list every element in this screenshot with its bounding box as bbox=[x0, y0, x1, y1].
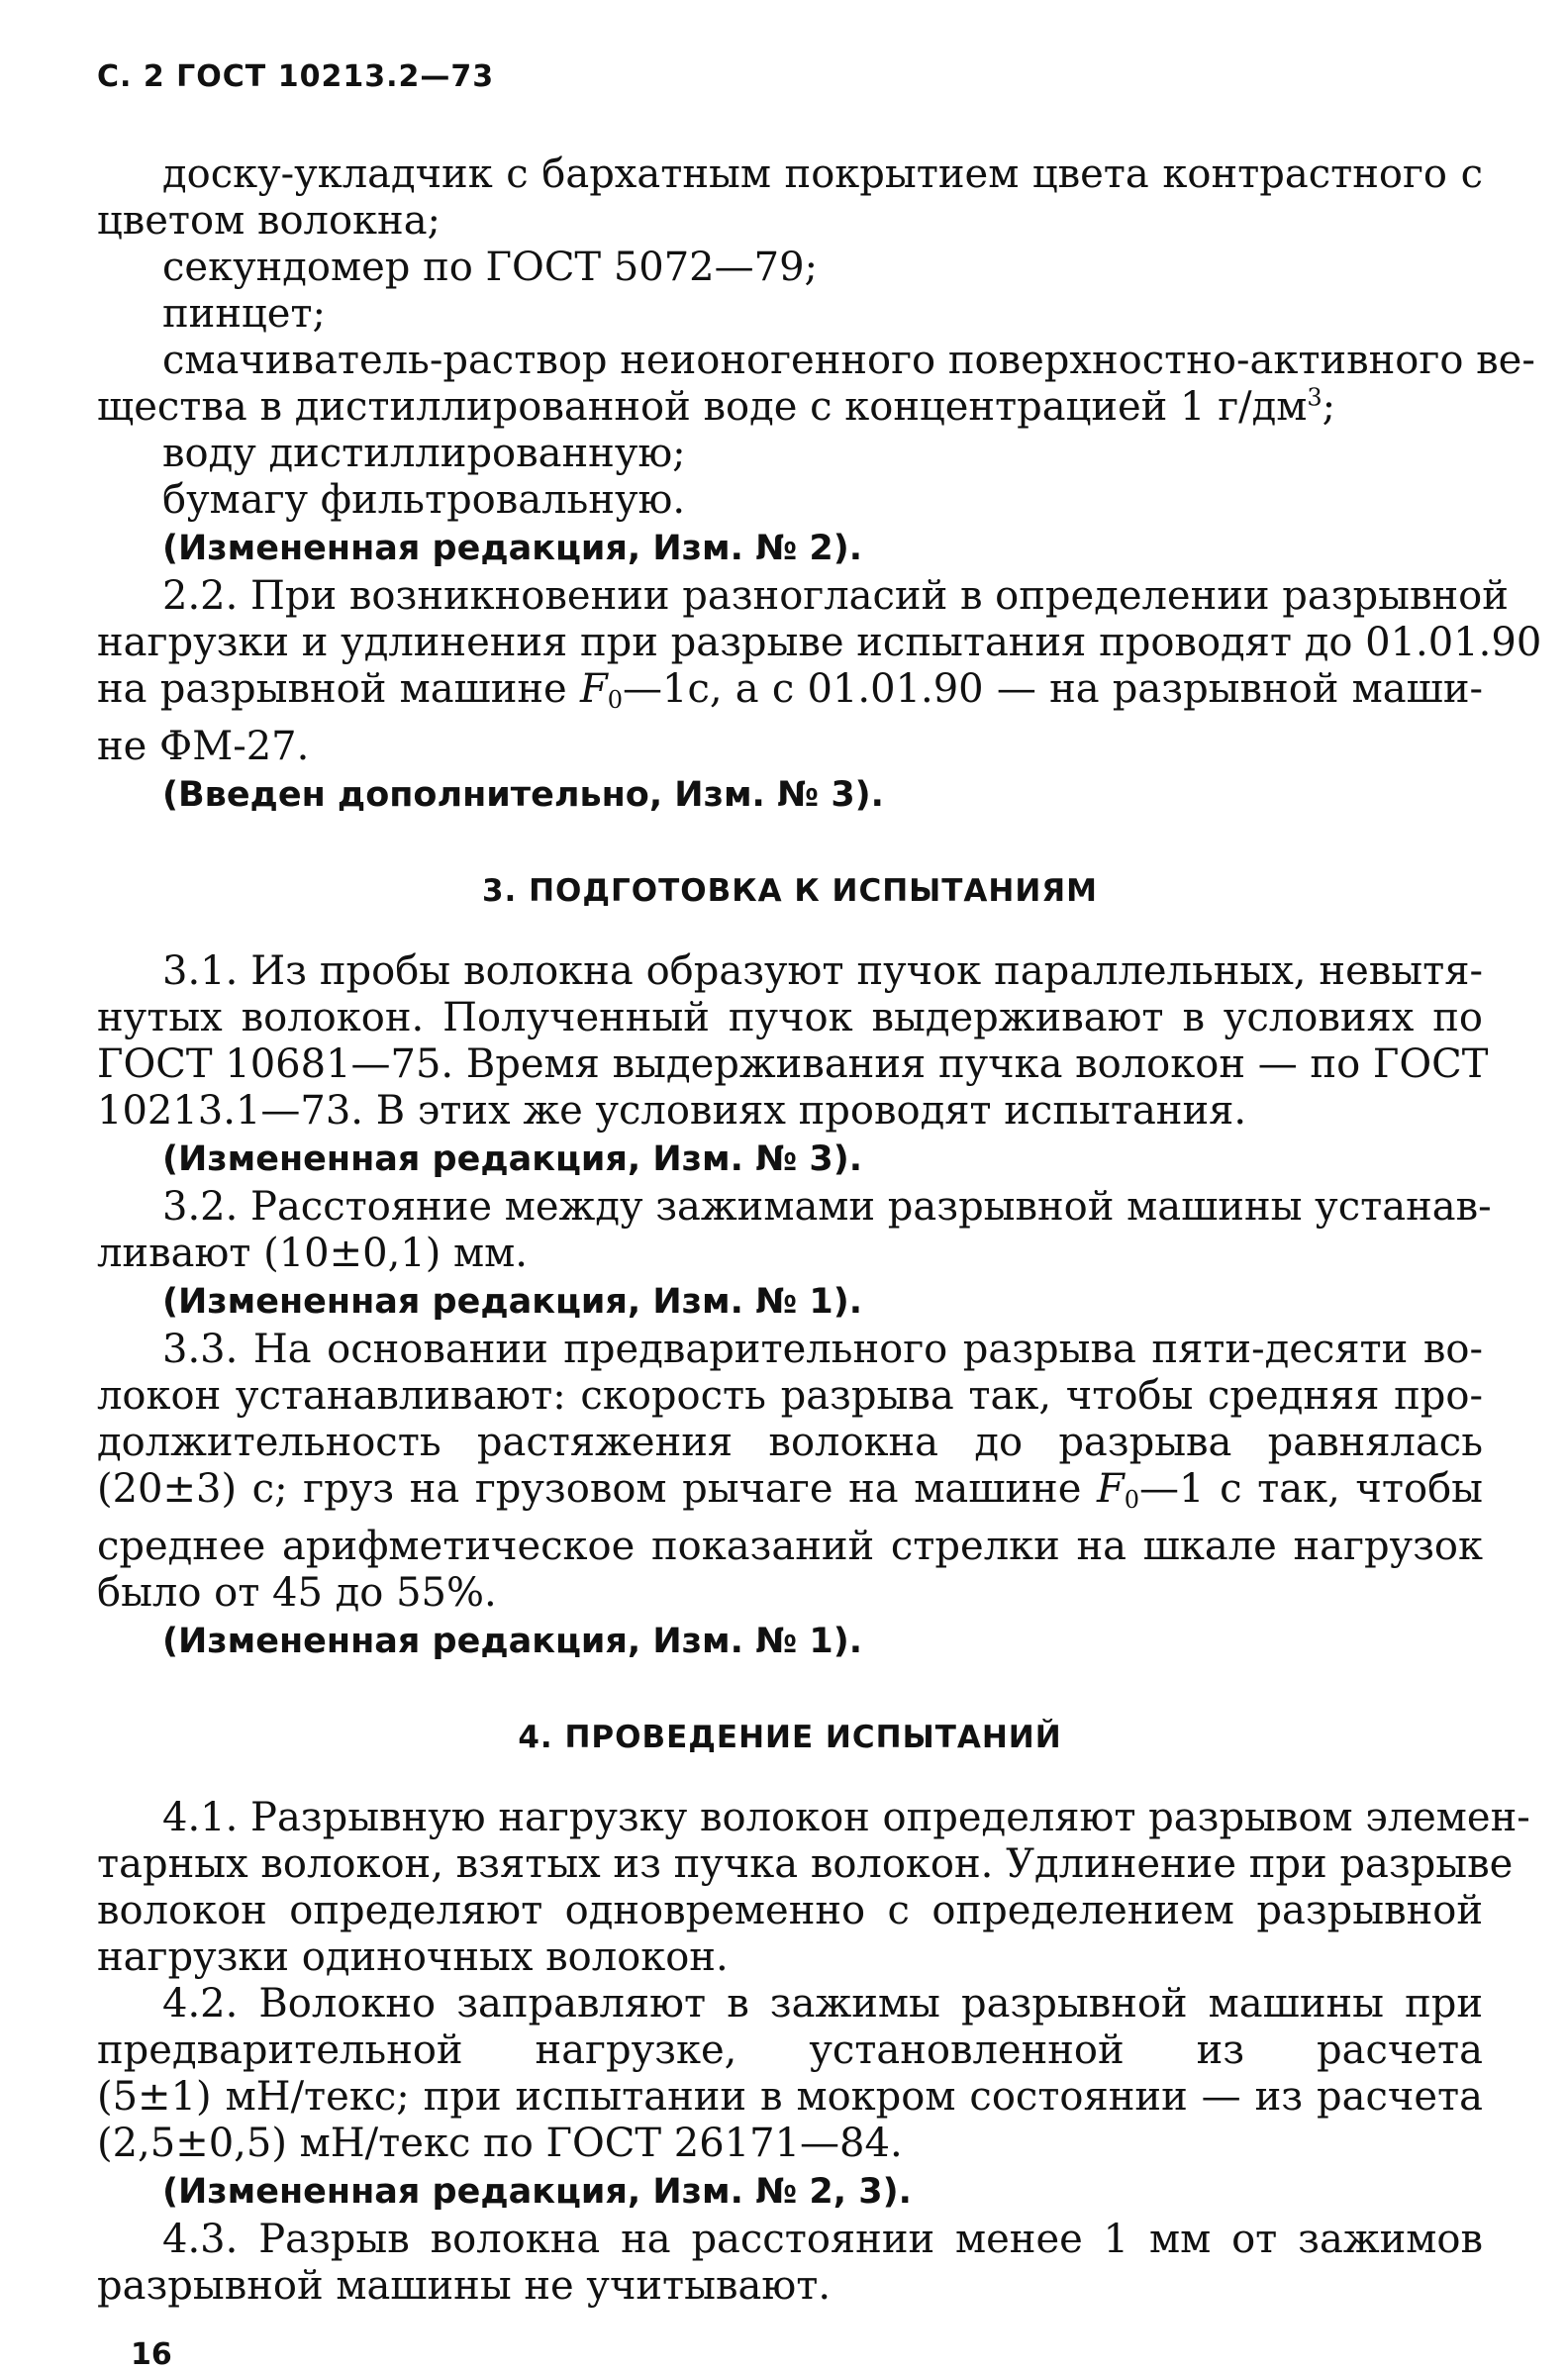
text-line: доску-укладчик с бархатным покрытием цвета контрастного с bbox=[162, 151, 1483, 197]
document-page bbox=[97, 59, 1542, 2372]
text-line: разрывной машины не учитывают. bbox=[97, 2263, 832, 2309]
amendment-note: (Измененная редакция, Изм. № 2). bbox=[162, 529, 863, 568]
text-line: 2.2. При возникновении разногласий в определении разрывной bbox=[162, 573, 1509, 619]
text-line: нагрузки одиночных волокон. bbox=[97, 1934, 729, 1980]
text-line: (20±3) с; груз на грузовом рычаге на машине $F_0—1$ с так, чтобы bbox=[97, 1466, 1483, 1514]
text-line: на разрывной машине $F_0—1с$, а с 01.01.90 — на разрывной маши- bbox=[97, 666, 1483, 714]
text-line: нагрузки и удлинения при разрыве испытания проводят до 01.01.90 bbox=[97, 620, 1542, 665]
text-line: среднее арифметическое показаний стрелки на шкале нагрузок bbox=[97, 1524, 1483, 1569]
text-line: нутых волокон. Полученный пучок выдерживают в условиях по bbox=[97, 995, 1483, 1040]
amendment-note: (Измененная редакция, Изм. № 1). bbox=[162, 1282, 863, 1322]
text-line: 10213.1—73. В этих же условиях проводят испытания. bbox=[97, 1088, 1247, 1134]
text-line: 3.3. На основании предварительного разрыва пяти-десяти во- bbox=[162, 1327, 1483, 1372]
text-line: локон устанавливают: скорость разрыва так, чтобы средняя про- bbox=[97, 1373, 1483, 1419]
text-line: не ФМ-27. bbox=[97, 724, 310, 769]
amendment-note: (Измененная редакция, Изм. № 3). bbox=[162, 1139, 863, 1179]
text-line: воду дистиллированную; bbox=[162, 431, 686, 476]
section-4 bbox=[97, 1795, 1530, 2310]
text-line: 4.1. Разрывную нагрузку волокон определяют разрывом элемен- bbox=[162, 1795, 1530, 1840]
text-line: должительность растяжения волокна до разрыва равнялась bbox=[97, 1420, 1483, 1465]
text-line: цветом волокна; bbox=[97, 198, 441, 244]
amendment-note: (Измененная редакция, Изм. № 1). bbox=[162, 1622, 863, 1661]
page-header: С. 2 ГОСТ 10213.2—73 bbox=[97, 59, 495, 94]
text-line: 3.1. Из пробы волокна образуют пучок параллельных, невытя- bbox=[162, 948, 1483, 994]
intro-section bbox=[97, 151, 1542, 820]
text-line: пинцет; bbox=[162, 291, 326, 337]
text-line: смачиватель-раствор неионогенного поверхностно-активного ве- bbox=[162, 338, 1535, 383]
text-line: щества в дистиллированной воде с концентрацией 1 $г/дм^3$; bbox=[97, 383, 1336, 430]
text-line: волокон определяют одновременно с определением разрывной bbox=[97, 1888, 1483, 1933]
text-line: тарных волокон, взятых из пучка волокон. Удлинение при разрыве bbox=[97, 1841, 1514, 1887]
text-line: было от 45 до 55%. bbox=[97, 1570, 497, 1616]
text-line: (5±1) мН/текс; при испытании в мокром состоянии — из расчета bbox=[97, 2074, 1483, 2120]
text-line: бумагу фильтровальную. bbox=[162, 477, 686, 523]
text-line: ГОСТ 10681—75. Время выдерживания пучка волокон — по ГОСТ bbox=[97, 1041, 1489, 1087]
text-line: (2,5±0,5) мН/текс по ГОСТ 26171—84. bbox=[97, 2121, 903, 2166]
section-heading: 3. ПОДГОТОВКА К ИСПЫТАНИЯМ bbox=[481, 873, 1099, 909]
text-line: секундомер по ГОСТ 5072—79; bbox=[162, 245, 818, 290]
text-line: 3.2. Расстояние между зажимами разрывной машины устанав- bbox=[162, 1184, 1492, 1230]
section-3 bbox=[97, 948, 1492, 1666]
text-line: 4.2. Волокно заправляют в зажимы разрывной машины при bbox=[162, 1981, 1483, 2026]
amendment-note: (Введен дополнительно, Изм. № 3). bbox=[162, 775, 884, 815]
page-number: 16 bbox=[131, 2337, 172, 2372]
text-line: предварительной нагрузке, установленной из расчета bbox=[97, 2027, 1483, 2073]
amendment-note: (Измененная редакция, Изм. № 2, 3). bbox=[162, 2172, 912, 2212]
text-line: ливают (10±0,1) мм. bbox=[97, 1231, 528, 1276]
section-heading: 4. ПРОВЕДЕНИЕ ИСПЫТАНИЙ bbox=[518, 1720, 1062, 1755]
text-line: 4.3. Разрыв волокна на расстоянии менее 1 мм от зажимов bbox=[162, 2217, 1483, 2262]
